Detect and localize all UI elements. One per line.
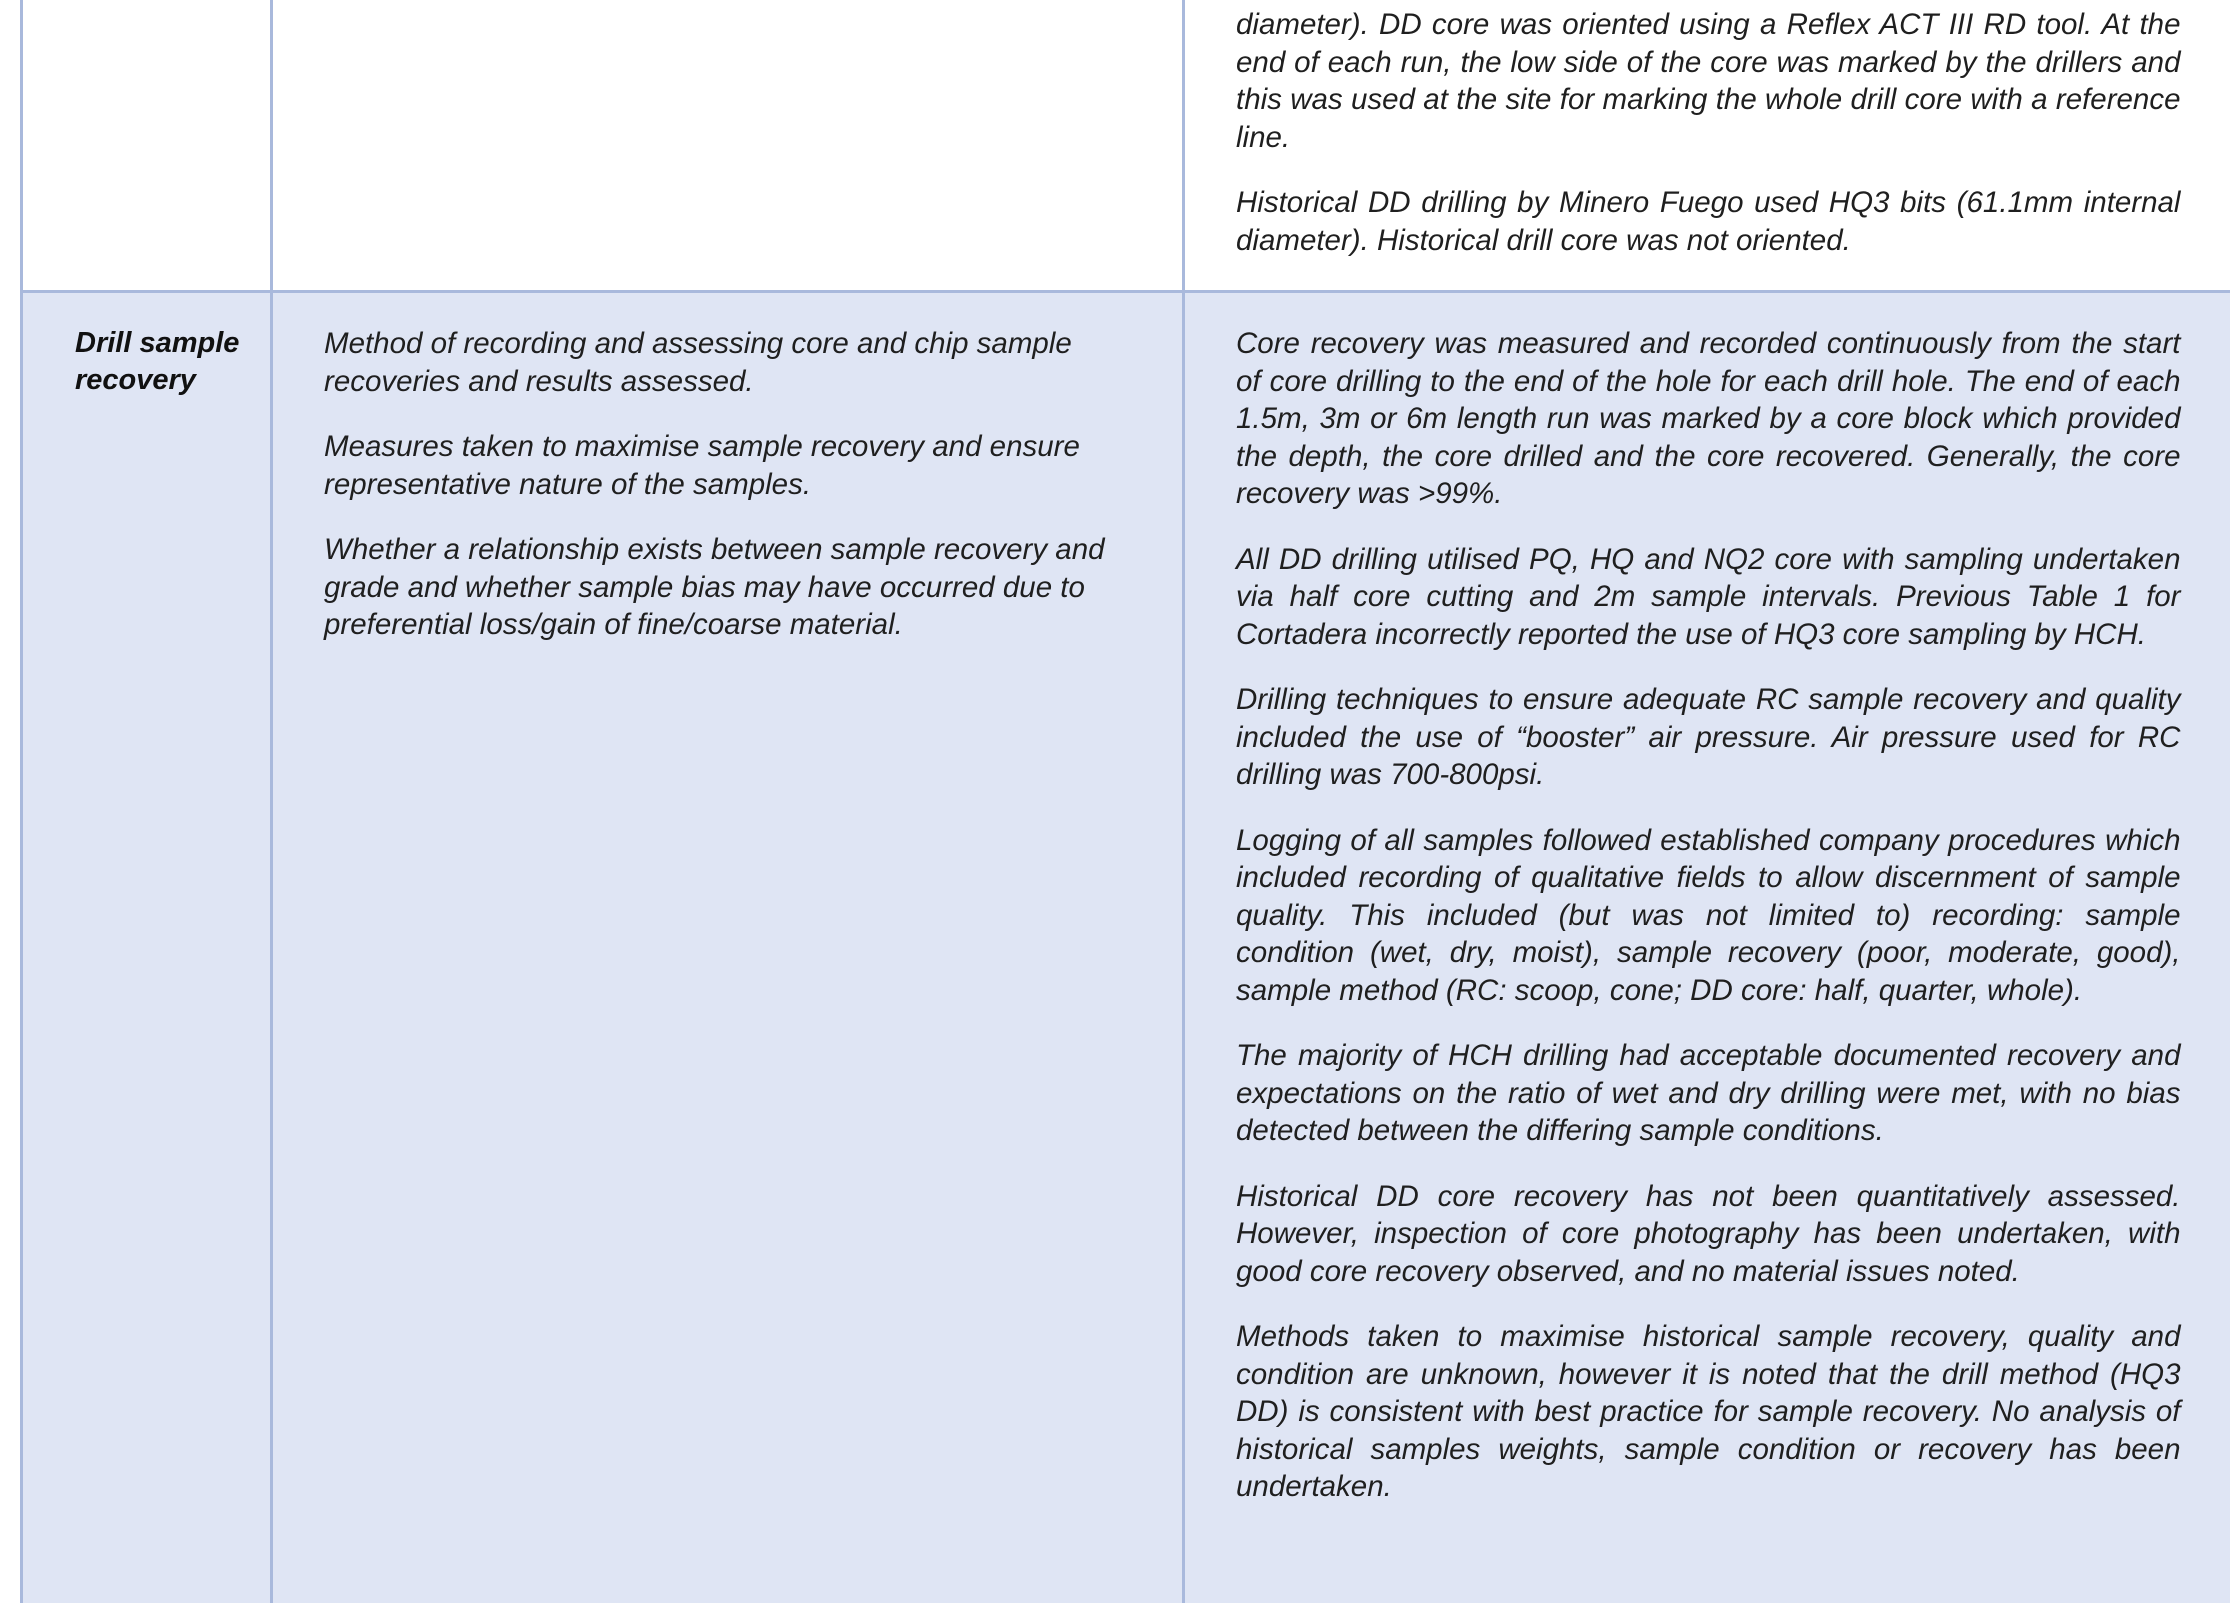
commentary-cell — [1184, 0, 2230, 292]
commentary-paragraph: Historical DD drilling by Minero Fuego used HQ3 bits (61.1mm internal diameter). Historical drill core was not oriented. — [1236, 184, 2181, 259]
explanation-paragraph: Whether a relationship exists between sample recovery and grade and whether sample bias may have occurred due to preferential loss/gain of fine/coarse material. — [324, 531, 1131, 644]
explanation-paragraph: Method of recording and assessing core and chip sample recoveries and results assessed. — [324, 325, 1131, 400]
commentary-cell — [1184, 292, 2230, 1603]
document-page — [20, 0, 2230, 1594]
table-row-drill-sample-recovery — [22, 292, 2230, 1603]
commentary-paragraph: Historical DD core recovery has not been quantitatively assessed. However, inspection of core photography has been undertaken, with good core recovery observed, and no material issues noted. — [1236, 1178, 2181, 1291]
commentary-paragraph: Drilling techniques to ensure adequate RC sample recovery and quality included the use of “booster” air pressure. Air pressure used for RC drilling was 700-800psi. — [1236, 681, 2181, 794]
explanation-cell — [272, 292, 1184, 1603]
criteria-cell — [22, 0, 272, 292]
table-row-drilling-continued — [22, 0, 2230, 292]
commentary-paragraph: Logging of all samples followed established company procedures which included recording of qualitative fields to allow discernment of sample quality. This included (but was not limited to) recording: sample condition (wet, dry, moist), sample recovery (poor, moderate, good), sample method (RC: scoop, cone; DD core: half, quarter, whole). — [1236, 822, 2181, 1010]
explanation-paragraph: Measures taken to maximise sample recovery and ensure representative nature of the samples. — [324, 428, 1131, 503]
jorc-table — [20, 0, 2230, 1603]
criteria-cell — [22, 292, 272, 1603]
commentary-paragraph: All DD drilling utilised PQ, HQ and NQ2 core with sampling undertaken via half core cutting and 2m sample intervals. Previous Table 1 for Cortadera incorrectly reported the use of HQ3 core sampling by HCH. — [1236, 541, 2181, 654]
explanation-cell — [272, 0, 1184, 292]
criteria-label: Drill sample recovery — [23, 293, 270, 399]
commentary-paragraph: The majority of HCH drilling had acceptable documented recovery and expectations on the ratio of wet and dry drilling were met, with no bias detected between the differing sample conditions. — [1236, 1037, 2181, 1150]
commentary-paragraph: Methods taken to maximise historical sample recovery, quality and condition are unknown, however it is noted that the drill method (HQ3 DD) is consistent with best practice for sample recovery. No analysis of historical samples weights, sample condition or recovery has been undertaken. — [1236, 1318, 2181, 1506]
commentary-paragraph: diameter). DD core was oriented using a Reflex ACT III RD tool. At the end of each run, the low side of the core was marked by the drillers and this was used at the site for marking the whole drill core with a reference line. — [1236, 6, 2181, 156]
commentary-paragraph: Core recovery was measured and recorded continuously from the start of core drilling to the end of the hole for each drill hole. The end of each 1.5m, 3m or 6m length run was marked by a core block which provided the depth, the core drilled and the core recovered. Generally, the core recovery was >99%. — [1236, 325, 2181, 513]
